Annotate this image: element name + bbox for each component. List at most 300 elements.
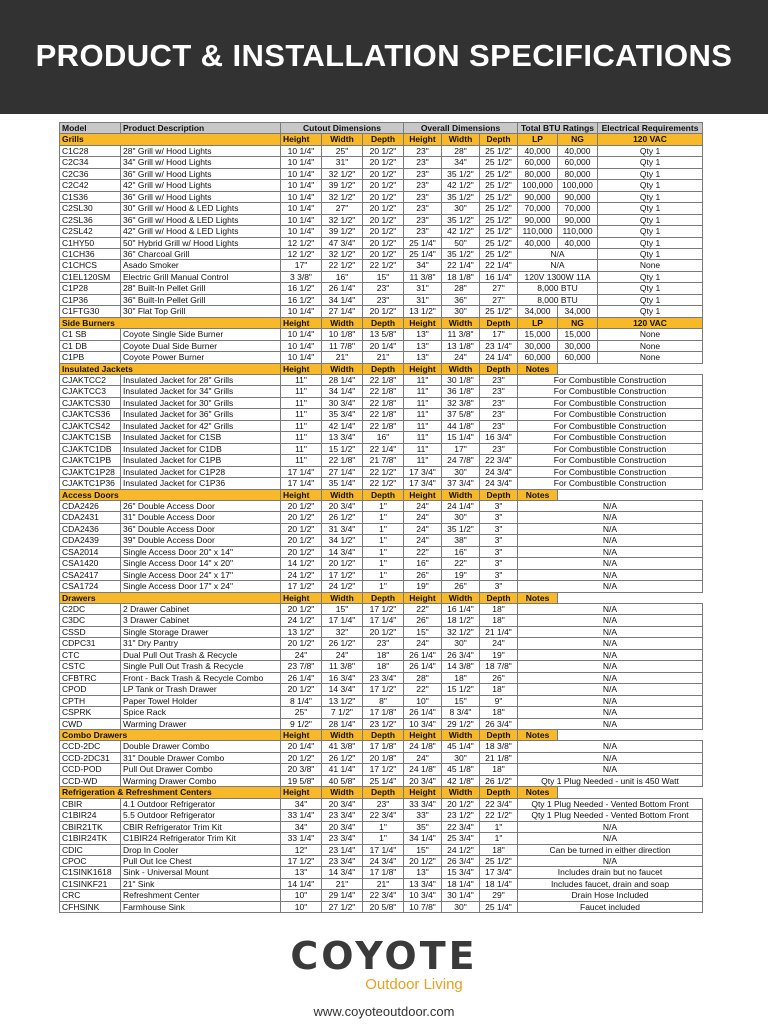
table-cell: Height xyxy=(404,489,442,500)
table-cell: 23" xyxy=(363,294,404,305)
table-cell: Qty 1 xyxy=(598,226,703,237)
table-cell: 17" xyxy=(480,329,518,340)
table-row xyxy=(60,718,703,729)
table-cell: 12 1/2" xyxy=(281,248,322,259)
table-cell: 23" xyxy=(480,420,518,431)
table-row xyxy=(60,260,703,271)
table-cell: Height xyxy=(404,317,442,328)
table-cell: 35" xyxy=(404,821,442,832)
table-cell: N/A xyxy=(518,604,703,615)
table-cell: 17" xyxy=(281,260,322,271)
model-cell: C1BIR24TK xyxy=(60,833,121,844)
table-cell: 20 3/4" xyxy=(404,775,442,786)
table-cell: 34 1/2" xyxy=(322,535,363,546)
table-cell: N/A xyxy=(518,512,703,523)
table-row xyxy=(60,180,703,191)
model-cell: C1P28 xyxy=(60,283,121,294)
table-cell: 22 1/8" xyxy=(363,386,404,397)
section-title: Refrigeration & Refreshment Centers xyxy=(60,787,281,798)
table-cell: N/A xyxy=(518,523,703,534)
table-cell: 15" xyxy=(442,695,480,706)
table-cell: 22 1/4" xyxy=(480,260,518,271)
table-cell: LP xyxy=(518,317,558,328)
table-cell: 25 1/2" xyxy=(480,248,518,259)
table-cell: Depth xyxy=(480,730,518,741)
table-cell: 8 3/4" xyxy=(442,707,480,718)
model-cell: CJAKTC1DB xyxy=(60,443,121,454)
table-cell: 35 1/2" xyxy=(442,523,480,534)
model-cell: CDA2426 xyxy=(60,500,121,511)
table-cell: 22 3/4" xyxy=(363,890,404,901)
table-cell: 20 1/2" xyxy=(281,638,322,649)
table-cell: 18" xyxy=(480,707,518,718)
table-cell: 20 5/8" xyxy=(363,901,404,912)
table-cell: 1" xyxy=(363,569,404,580)
header-btu: Total BTU Ratings xyxy=(518,123,598,134)
table-row xyxy=(60,569,703,580)
table-cell: 10 1/4" xyxy=(281,340,322,351)
table-cell: 23 1/2" xyxy=(363,718,404,729)
table-cell: 18" xyxy=(363,649,404,660)
table-cell: Height xyxy=(281,592,322,603)
table-cell: 23" xyxy=(480,374,518,385)
table-cell: N/A xyxy=(518,558,703,569)
table-cell: 32 1/2" xyxy=(442,626,480,637)
model-cell: CBIR21TK xyxy=(60,821,121,832)
table-cell: 23 3/4" xyxy=(363,672,404,683)
table-cell: 24 1/4" xyxy=(480,352,518,363)
table-cell: 33 3/4" xyxy=(404,798,442,809)
table-cell: 100,000 xyxy=(558,180,598,191)
table-cell: 1" xyxy=(480,821,518,832)
table-cell: Farmhouse Sink xyxy=(121,901,281,912)
table-cell: N/A xyxy=(518,569,703,580)
table-cell: 3 Drawer Cabinet xyxy=(121,615,281,626)
table-cell: N/A xyxy=(518,684,703,695)
table-cell: Width xyxy=(322,787,363,798)
table-cell: 18" xyxy=(480,764,518,775)
table-cell: 1" xyxy=(363,546,404,557)
table-cell: 34" xyxy=(281,798,322,809)
table-cell: Insulated Jacket for 36" Grills xyxy=(121,409,281,420)
table-cell: 26 1/4" xyxy=(281,672,322,683)
coyote-logo xyxy=(0,934,768,993)
table-cell: 33 1/4" xyxy=(281,810,322,821)
table-cell: Qty 1 xyxy=(598,145,703,156)
table-row xyxy=(60,443,703,454)
table-cell: For Combustible Construction xyxy=(518,478,703,489)
table-cell: 11" xyxy=(404,443,442,454)
table-cell: 120 VAC xyxy=(598,317,703,328)
model-cell: CCD-POD xyxy=(60,764,121,775)
table-cell: 9" xyxy=(480,695,518,706)
table-cell: 60,000 xyxy=(518,157,558,168)
table-cell: 42" Grill w/ Hood Lights xyxy=(121,180,281,191)
table-cell: 25 1/2" xyxy=(480,237,518,248)
table-cell: Height xyxy=(281,363,322,374)
table-cell: 18" xyxy=(480,615,518,626)
table-cell: 42 1/2" xyxy=(442,180,480,191)
table-cell: N/A xyxy=(518,695,703,706)
table-cell: 90,000 xyxy=(558,191,598,202)
table-cell: 60,000 xyxy=(518,352,558,363)
table-cell: Height xyxy=(404,787,442,798)
table-cell: 13 3/4" xyxy=(404,878,442,889)
model-cell: CJAKTC1PB xyxy=(60,455,121,466)
table-cell: 13" xyxy=(404,352,442,363)
table-row xyxy=(60,672,703,683)
table-cell: Insulated Jacket for 34" Grills xyxy=(121,386,281,397)
table-cell: 3" xyxy=(480,546,518,557)
section-title: Drawers xyxy=(60,592,281,603)
table-cell: None xyxy=(598,260,703,271)
table-cell: 10" xyxy=(281,890,322,901)
table-cell: 12 1/2" xyxy=(281,237,322,248)
table-cell: 17 1/2" xyxy=(322,569,363,580)
model-cell: C1PB xyxy=(60,352,121,363)
table-cell: 20 1/2" xyxy=(404,856,442,867)
table-row xyxy=(60,386,703,397)
table-cell: 32 1/2" xyxy=(322,214,363,225)
table-row xyxy=(60,878,703,889)
table-cell: 11" xyxy=(404,386,442,397)
table-cell: For Combustible Construction xyxy=(518,386,703,397)
table-cell: Drain Hose Included xyxy=(518,890,703,901)
table-cell: 23" xyxy=(480,409,518,420)
table-cell: 11 7/8" xyxy=(322,340,363,351)
table-row xyxy=(60,248,703,259)
table-cell: 34" xyxy=(404,260,442,271)
table-cell: 36" Built-In Pellet Grill xyxy=(121,294,281,305)
table-cell: 20 1/2" xyxy=(363,145,404,156)
table-cell: 28" Built-In Pellet Grill xyxy=(121,283,281,294)
table-cell: Height xyxy=(281,489,322,500)
table-cell: 30" Flat Top Grill xyxy=(121,306,281,317)
table-cell: 11" xyxy=(404,432,442,443)
section-row xyxy=(60,363,703,374)
model-cell: C1SINKF21 xyxy=(60,878,121,889)
table-cell: 11" xyxy=(281,420,322,431)
table-cell: 20 1/2" xyxy=(363,226,404,237)
model-cell: C1CH36 xyxy=(60,248,121,259)
table-cell: Width xyxy=(322,134,363,145)
table-cell: 20 3/4" xyxy=(322,821,363,832)
table-cell: 17 1/2" xyxy=(363,604,404,615)
table-cell: 21" xyxy=(322,878,363,889)
table-cell: Qty 1 xyxy=(598,180,703,191)
table-cell: 1" xyxy=(363,833,404,844)
table-cell: 36" Charcoal Grill xyxy=(121,248,281,259)
table-cell: 25" xyxy=(322,145,363,156)
table-cell: Width xyxy=(442,592,480,603)
table-cell: 17 1/2" xyxy=(363,684,404,695)
table-cell: 29 1/2" xyxy=(442,718,480,729)
table-cell: For Combustible Construction xyxy=(518,397,703,408)
table-cell: 11" xyxy=(281,409,322,420)
table-cell: 26 3/4" xyxy=(442,856,480,867)
table-cell: None xyxy=(598,329,703,340)
table-cell: 25 1/2" xyxy=(480,214,518,225)
model-cell: CSA1420 xyxy=(60,558,121,569)
model-cell: C2SL42 xyxy=(60,226,121,237)
model-cell: C2DC xyxy=(60,604,121,615)
table-cell: 10" xyxy=(281,901,322,912)
table-cell: 20 1/4" xyxy=(281,741,322,752)
table-cell: N/A xyxy=(518,661,703,672)
table-cell: 35 3/4" xyxy=(322,409,363,420)
section-row xyxy=(60,787,703,798)
table-cell: 17 1/8" xyxy=(363,867,404,878)
table-cell: 21" Sink xyxy=(121,878,281,889)
table-cell: For Combustible Construction xyxy=(518,443,703,454)
table-cell: 11" xyxy=(404,374,442,385)
table-cell: 7 1/2" xyxy=(322,707,363,718)
model-cell: CCD-WD xyxy=(60,775,121,786)
table-row xyxy=(60,466,703,477)
model-cell: C2SL36 xyxy=(60,214,121,225)
table-cell: 41 1/4" xyxy=(322,764,363,775)
table-cell: Height xyxy=(281,787,322,798)
table-cell: 20 1/2" xyxy=(363,237,404,248)
table-cell: 26" xyxy=(404,615,442,626)
table-cell: 22 1/8" xyxy=(322,455,363,466)
table-cell: 27" xyxy=(480,294,518,305)
table-cell: 13" xyxy=(404,867,442,878)
table-cell: 3" xyxy=(480,558,518,569)
table-cell: 28" xyxy=(442,283,480,294)
table-cell: 12" xyxy=(281,844,322,855)
table-cell: 90,000 xyxy=(558,214,598,225)
table-cell: 16 3/4" xyxy=(480,432,518,443)
section-title: Combo Drawers xyxy=(60,730,281,741)
table-cell: 27" xyxy=(322,203,363,214)
table-cell: Warming Drawer xyxy=(121,718,281,729)
table-cell: 22 1/2" xyxy=(363,466,404,477)
table-cell: 42 1/4" xyxy=(322,420,363,431)
header-electrical: Electrical Requirements xyxy=(598,123,703,134)
table-cell: 22 3/4" xyxy=(363,810,404,821)
table-cell: Insulated Jacket for C1PB xyxy=(121,455,281,466)
table-cell: 31" xyxy=(322,157,363,168)
table-cell: 16" xyxy=(322,271,363,282)
table-cell: Coyote Power Burner xyxy=(121,352,281,363)
table-row xyxy=(60,420,703,431)
table-cell: 21" xyxy=(363,878,404,889)
table-cell: 24" xyxy=(404,512,442,523)
table-cell: 23 7/8" xyxy=(281,661,322,672)
table-cell: Electric Grill Manual Control xyxy=(121,271,281,282)
table-cell: 23" xyxy=(404,214,442,225)
table-cell: 25 1/4" xyxy=(404,237,442,248)
table-cell: Qty 1 Plug Needed - Vented Bottom Front xyxy=(518,810,703,821)
table-row xyxy=(60,546,703,557)
table-cell: Qty 1 xyxy=(598,306,703,317)
table-cell: 35 1/4" xyxy=(322,478,363,489)
table-cell: 30" xyxy=(442,638,480,649)
table-cell: Qty 1 Plug Needed - unit is 450 Watt xyxy=(518,775,703,786)
table-cell: 23 3/4" xyxy=(322,856,363,867)
table-cell: Depth xyxy=(363,730,404,741)
table-cell: 34" xyxy=(442,157,480,168)
website-url: www.coyoteoutdoor.com xyxy=(313,1004,455,1019)
table-cell: 19" xyxy=(480,649,518,660)
table-cell: Insulated Jacket for C1SB xyxy=(121,432,281,443)
model-cell: CJAKTCS36 xyxy=(60,409,121,420)
table-cell: 35 1/2" xyxy=(442,191,480,202)
table-cell: 17 1/4" xyxy=(363,615,404,626)
table-row xyxy=(60,455,703,466)
table-cell: 11 3/8" xyxy=(442,329,480,340)
table-cell: Width xyxy=(442,489,480,500)
table-row xyxy=(60,157,703,168)
table-cell: 20 3/4" xyxy=(322,500,363,511)
table-cell: 17 1/8" xyxy=(363,707,404,718)
table-cell: 14 3/4" xyxy=(322,546,363,557)
table-cell: Double Drawer Combo xyxy=(121,741,281,752)
table-cell: 24 1/2" xyxy=(442,844,480,855)
table-cell: 32 1/2" xyxy=(322,168,363,179)
table-cell: 25 1/2" xyxy=(480,168,518,179)
table-cell: 22 1/2" xyxy=(322,260,363,271)
table-cell: 13 1/2" xyxy=(281,626,322,637)
table-cell: Width xyxy=(322,363,363,374)
table-cell: 36" Grill w/ Hood & LED Lights xyxy=(121,214,281,225)
header-description: Product Description xyxy=(121,123,281,134)
table-cell: 15 3/4" xyxy=(442,867,480,878)
table-cell: Can be turned in either direction xyxy=(518,844,703,855)
table-cell: 40,000 xyxy=(558,145,598,156)
model-cell: C1S36 xyxy=(60,191,121,202)
table-cell: 24" xyxy=(404,638,442,649)
model-cell: CDPC31 xyxy=(60,638,121,649)
table-cell: 17" xyxy=(442,443,480,454)
table-cell: 18" xyxy=(363,661,404,672)
table-cell: N/A xyxy=(518,638,703,649)
table-cell: 11" xyxy=(281,443,322,454)
table-cell: Single Access Door 17" x 24" xyxy=(121,581,281,592)
table-cell: 36" Grill w/ Hood Lights xyxy=(121,191,281,202)
table-cell: 14 3/8" xyxy=(442,661,480,672)
table-row xyxy=(60,237,703,248)
table-cell: 23 3/4" xyxy=(322,833,363,844)
table-row xyxy=(60,145,703,156)
table-cell: 90,000 xyxy=(518,214,558,225)
table-cell: 34" xyxy=(281,821,322,832)
table-cell: 3" xyxy=(480,581,518,592)
table-cell: 15 1/2" xyxy=(442,684,480,695)
table-cell: 3" xyxy=(480,523,518,534)
table-cell: Width xyxy=(442,363,480,374)
table-row xyxy=(60,283,703,294)
model-cell: CSPRK xyxy=(60,707,121,718)
table-cell: 17 3/4" xyxy=(404,478,442,489)
model-cell: C2SL30 xyxy=(60,203,121,214)
table-cell: N/A xyxy=(518,500,703,511)
section-title: Grills xyxy=(60,134,281,145)
table-cell: Qty 1 xyxy=(598,294,703,305)
table-cell: Single Storage Drawer xyxy=(121,626,281,637)
header-cutout: Cutout Dimensions xyxy=(281,123,404,134)
model-cell: C1BIR24 xyxy=(60,810,121,821)
table-row xyxy=(60,741,703,752)
table-row xyxy=(60,856,703,867)
table-row xyxy=(60,695,703,706)
table-cell: 10 1/4" xyxy=(281,352,322,363)
model-cell: CBIR xyxy=(60,798,121,809)
table-cell: NG xyxy=(558,134,598,145)
table-cell: 23" xyxy=(363,798,404,809)
table-cell: Coyote Single Side Burner xyxy=(121,329,281,340)
table-cell: 11" xyxy=(281,455,322,466)
table-cell: 26" xyxy=(404,569,442,580)
table-cell: 34,000 xyxy=(518,306,558,317)
table-cell: 26" Double Access Door xyxy=(121,500,281,511)
table-cell: 35 1/2" xyxy=(442,168,480,179)
table-cell: 35 1/2" xyxy=(442,248,480,259)
table-cell: 30" Grill w/ Hood & LED Lights xyxy=(121,203,281,214)
table-row xyxy=(60,478,703,489)
table-cell: 24 7/8" xyxy=(442,455,480,466)
section-title: Insulated Jackets xyxy=(60,363,281,374)
table-cell: 24 3/4" xyxy=(363,856,404,867)
table-cell: 30,000 xyxy=(518,340,558,351)
table-cell: 20 1/2" xyxy=(363,248,404,259)
table-cell: 110,000 xyxy=(518,226,558,237)
table-cell: 21 1/4" xyxy=(480,626,518,637)
table-cell: 11" xyxy=(404,409,442,420)
table-cell: 11" xyxy=(404,420,442,431)
table-cell: 24 1/2" xyxy=(322,581,363,592)
table-cell: 8 1/4" xyxy=(281,695,322,706)
table-cell: 30" xyxy=(442,203,480,214)
model-cell: C1 DB xyxy=(60,340,121,351)
table-cell: 20 1/2" xyxy=(281,684,322,695)
table-cell: N/A xyxy=(518,856,703,867)
table-cell: 32 1/2" xyxy=(322,191,363,202)
table-cell: 11" xyxy=(404,397,442,408)
table-cell: 24 1/8" xyxy=(404,764,442,775)
table-cell: 21" xyxy=(322,352,363,363)
section-row xyxy=(60,730,703,741)
table-cell: Width xyxy=(442,787,480,798)
table-cell: 18 1/8" xyxy=(442,271,480,282)
table-cell: 24" xyxy=(442,352,480,363)
table-cell: 25 1/4" xyxy=(363,775,404,786)
table-cell: 60,000 xyxy=(558,352,598,363)
table-cell: 26 1/2" xyxy=(322,638,363,649)
table-cell: 13" xyxy=(404,340,442,351)
table-cell: 60,000 xyxy=(558,157,598,168)
table-cell: Depth xyxy=(480,363,518,374)
table-cell: 26 1/2" xyxy=(322,752,363,763)
table-cell: 21 1/8" xyxy=(480,752,518,763)
table-cell: 13 5/8" xyxy=(363,329,404,340)
table-cell: 17 1/2" xyxy=(281,581,322,592)
table-cell: 8,000 BTU xyxy=(518,283,598,294)
table-cell: Width xyxy=(322,317,363,328)
model-cell: C3DC xyxy=(60,615,121,626)
table-cell: 1" xyxy=(363,558,404,569)
table-cell: Qty 1 xyxy=(598,271,703,282)
table-cell: 22 1/2" xyxy=(363,478,404,489)
table-cell: Front - Back Trash & Recycle Combo xyxy=(121,672,281,683)
table-cell: Refreshment Center xyxy=(121,890,281,901)
table-cell: Height xyxy=(281,317,322,328)
table-cell: 10 1/4" xyxy=(281,203,322,214)
table-row xyxy=(60,798,703,809)
table-cell: 30" xyxy=(442,306,480,317)
table-cell: 1" xyxy=(480,833,518,844)
